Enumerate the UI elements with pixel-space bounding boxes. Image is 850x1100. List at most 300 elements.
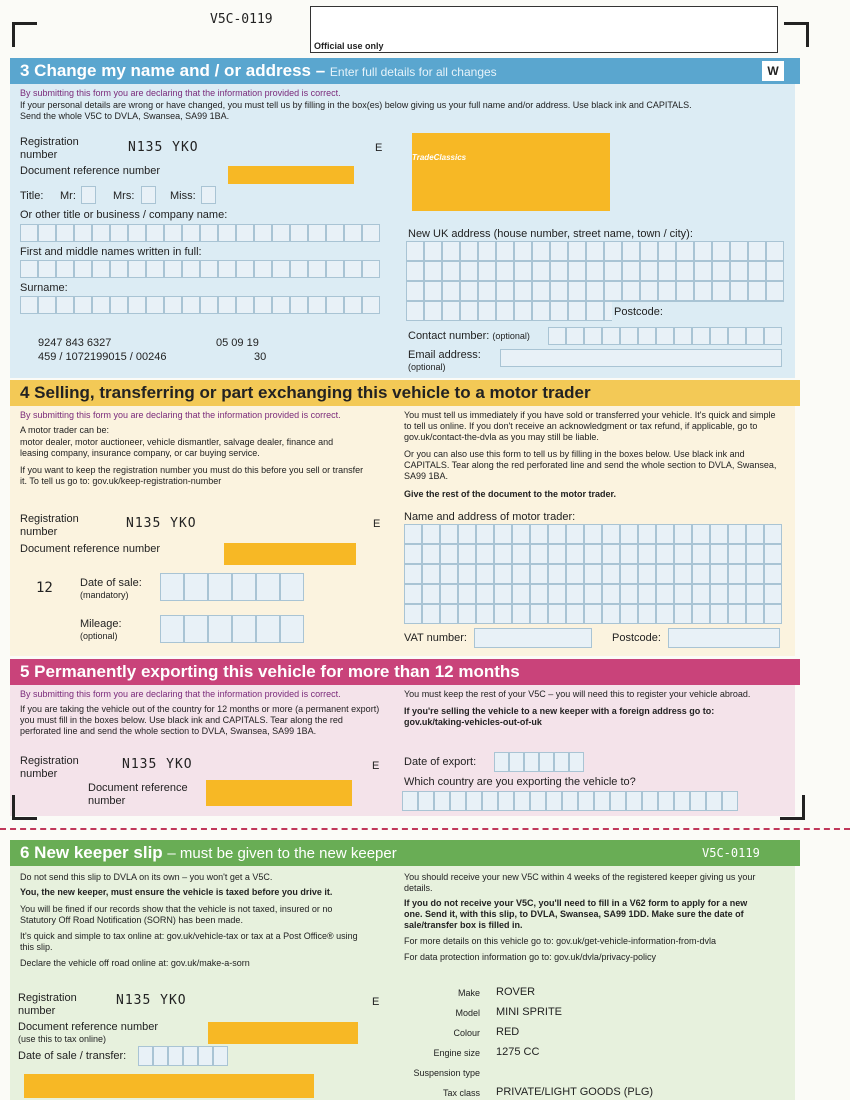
s3-email-input[interactable] bbox=[500, 349, 782, 367]
input-box[interactable] bbox=[764, 544, 782, 564]
input-box[interactable] bbox=[640, 241, 658, 261]
input-box[interactable] bbox=[404, 564, 422, 584]
input-box[interactable] bbox=[442, 241, 460, 261]
input-box[interactable] bbox=[38, 224, 56, 242]
input-box[interactable] bbox=[326, 224, 344, 242]
input-box[interactable] bbox=[460, 281, 478, 301]
input-box[interactable] bbox=[676, 261, 694, 281]
input-box[interactable] bbox=[478, 241, 496, 261]
input-box[interactable] bbox=[642, 791, 658, 811]
input-box[interactable] bbox=[254, 260, 272, 278]
input-box[interactable] bbox=[674, 544, 692, 564]
input-box[interactable] bbox=[512, 584, 530, 604]
input-box[interactable] bbox=[494, 584, 512, 604]
input-box[interactable] bbox=[496, 281, 514, 301]
input-box[interactable] bbox=[236, 296, 254, 314]
input-box[interactable] bbox=[512, 564, 530, 584]
input-box[interactable] bbox=[232, 615, 256, 643]
input-box[interactable] bbox=[658, 791, 674, 811]
input-box[interactable] bbox=[674, 524, 692, 544]
input-box[interactable] bbox=[710, 327, 728, 345]
input-box[interactable] bbox=[20, 224, 38, 242]
input-box[interactable] bbox=[690, 791, 706, 811]
input-box[interactable] bbox=[478, 281, 496, 301]
input-box[interactable] bbox=[530, 604, 548, 624]
input-box[interactable] bbox=[476, 564, 494, 584]
input-box[interactable] bbox=[548, 584, 566, 604]
input-box[interactable] bbox=[730, 241, 748, 261]
input-box[interactable] bbox=[530, 544, 548, 564]
input-box[interactable] bbox=[422, 524, 440, 544]
input-box[interactable] bbox=[450, 791, 466, 811]
input-box[interactable] bbox=[584, 544, 602, 564]
input-box[interactable] bbox=[532, 261, 550, 281]
input-box[interactable] bbox=[530, 584, 548, 604]
input-box[interactable] bbox=[213, 1046, 228, 1066]
input-box[interactable] bbox=[638, 584, 656, 604]
input-box[interactable] bbox=[550, 301, 568, 321]
input-box[interactable] bbox=[626, 791, 642, 811]
input-box[interactable] bbox=[494, 544, 512, 564]
input-box[interactable] bbox=[594, 791, 610, 811]
input-box[interactable] bbox=[138, 1046, 153, 1066]
input-box[interactable] bbox=[308, 224, 326, 242]
input-box[interactable] bbox=[586, 301, 604, 321]
input-box[interactable] bbox=[602, 584, 620, 604]
input-box[interactable] bbox=[218, 296, 236, 314]
input-box[interactable] bbox=[38, 296, 56, 314]
input-box[interactable] bbox=[730, 281, 748, 301]
input-box[interactable] bbox=[622, 241, 640, 261]
input-box[interactable] bbox=[532, 241, 550, 261]
input-box[interactable] bbox=[610, 791, 626, 811]
input-box[interactable] bbox=[548, 327, 566, 345]
input-box[interactable] bbox=[514, 791, 530, 811]
s4-vat-input[interactable] bbox=[474, 628, 592, 648]
input-box[interactable] bbox=[550, 281, 568, 301]
input-box[interactable] bbox=[272, 260, 290, 278]
input-box[interactable] bbox=[164, 296, 182, 314]
input-box[interactable] bbox=[182, 224, 200, 242]
input-box[interactable] bbox=[638, 604, 656, 624]
input-box[interactable] bbox=[434, 791, 450, 811]
input-box[interactable] bbox=[494, 524, 512, 544]
input-box[interactable] bbox=[440, 544, 458, 564]
input-box[interactable] bbox=[494, 604, 512, 624]
input-box[interactable] bbox=[692, 327, 710, 345]
input-box[interactable] bbox=[208, 573, 232, 601]
input-box[interactable] bbox=[56, 296, 74, 314]
input-box[interactable] bbox=[128, 260, 146, 278]
input-box[interactable] bbox=[406, 241, 424, 261]
input-box[interactable] bbox=[424, 241, 442, 261]
input-box[interactable] bbox=[638, 544, 656, 564]
input-box[interactable] bbox=[422, 584, 440, 604]
input-box[interactable] bbox=[440, 604, 458, 624]
input-box[interactable] bbox=[548, 544, 566, 564]
input-box[interactable] bbox=[748, 261, 766, 281]
input-box[interactable] bbox=[546, 791, 562, 811]
input-box[interactable] bbox=[566, 544, 584, 564]
input-box[interactable] bbox=[604, 281, 622, 301]
input-box[interactable] bbox=[424, 281, 442, 301]
input-box[interactable] bbox=[712, 241, 730, 261]
input-box[interactable] bbox=[422, 604, 440, 624]
input-box[interactable] bbox=[422, 564, 440, 584]
input-box[interactable] bbox=[524, 752, 539, 772]
input-box[interactable] bbox=[550, 241, 568, 261]
input-box[interactable] bbox=[460, 261, 478, 281]
input-box[interactable] bbox=[674, 584, 692, 604]
s5-country-boxes[interactable] bbox=[402, 791, 738, 811]
input-box[interactable] bbox=[692, 584, 710, 604]
input-box[interactable] bbox=[764, 524, 782, 544]
s4-postcode-input[interactable] bbox=[668, 628, 780, 648]
input-box[interactable] bbox=[764, 327, 782, 345]
input-box[interactable] bbox=[38, 260, 56, 278]
input-box[interactable] bbox=[764, 584, 782, 604]
input-box[interactable] bbox=[748, 281, 766, 301]
input-box[interactable] bbox=[656, 564, 674, 584]
input-box[interactable] bbox=[290, 260, 308, 278]
input-box[interactable] bbox=[766, 261, 784, 281]
input-box[interactable] bbox=[326, 260, 344, 278]
input-box[interactable] bbox=[56, 260, 74, 278]
input-box[interactable] bbox=[530, 524, 548, 544]
input-box[interactable] bbox=[404, 544, 422, 564]
input-box[interactable] bbox=[236, 260, 254, 278]
input-box[interactable] bbox=[290, 296, 308, 314]
input-box[interactable] bbox=[494, 752, 509, 772]
input-box[interactable] bbox=[458, 544, 476, 564]
input-box[interactable] bbox=[568, 281, 586, 301]
input-box[interactable] bbox=[640, 281, 658, 301]
input-box[interactable] bbox=[404, 604, 422, 624]
input-box[interactable] bbox=[728, 327, 746, 345]
input-box[interactable] bbox=[532, 281, 550, 301]
input-box[interactable] bbox=[710, 584, 728, 604]
input-box[interactable] bbox=[586, 241, 604, 261]
s3-miss-checkbox[interactable] bbox=[201, 186, 216, 204]
input-box[interactable] bbox=[710, 564, 728, 584]
input-box[interactable] bbox=[442, 281, 460, 301]
input-box[interactable] bbox=[20, 260, 38, 278]
input-box[interactable] bbox=[74, 224, 92, 242]
input-box[interactable] bbox=[160, 615, 184, 643]
input-box[interactable] bbox=[746, 604, 764, 624]
input-box[interactable] bbox=[218, 260, 236, 278]
input-box[interactable] bbox=[496, 241, 514, 261]
input-box[interactable] bbox=[326, 296, 344, 314]
input-box[interactable] bbox=[308, 260, 326, 278]
s3-mr-checkbox[interactable] bbox=[81, 186, 96, 204]
input-box[interactable] bbox=[656, 604, 674, 624]
input-box[interactable] bbox=[466, 791, 482, 811]
input-box[interactable] bbox=[550, 261, 568, 281]
input-box[interactable] bbox=[676, 281, 694, 301]
input-box[interactable] bbox=[656, 584, 674, 604]
input-box[interactable] bbox=[728, 564, 746, 584]
input-box[interactable] bbox=[728, 604, 746, 624]
input-box[interactable] bbox=[406, 261, 424, 281]
input-box[interactable] bbox=[160, 573, 184, 601]
input-box[interactable] bbox=[530, 791, 546, 811]
input-box[interactable] bbox=[710, 524, 728, 544]
input-box[interactable] bbox=[722, 791, 738, 811]
input-box[interactable] bbox=[92, 260, 110, 278]
input-box[interactable] bbox=[424, 261, 442, 281]
input-box[interactable] bbox=[460, 301, 478, 321]
input-box[interactable] bbox=[476, 604, 494, 624]
input-box[interactable] bbox=[168, 1046, 183, 1066]
input-box[interactable] bbox=[674, 791, 690, 811]
input-box[interactable] bbox=[184, 615, 208, 643]
input-box[interactable] bbox=[482, 791, 498, 811]
input-box[interactable] bbox=[730, 261, 748, 281]
input-box[interactable] bbox=[656, 524, 674, 544]
input-box[interactable] bbox=[766, 281, 784, 301]
input-box[interactable] bbox=[602, 544, 620, 564]
s3-other-title-boxes[interactable] bbox=[20, 224, 380, 242]
input-box[interactable] bbox=[746, 544, 764, 564]
input-box[interactable] bbox=[494, 564, 512, 584]
input-box[interactable] bbox=[638, 327, 656, 345]
input-box[interactable] bbox=[440, 584, 458, 604]
input-box[interactable] bbox=[746, 327, 764, 345]
input-box[interactable] bbox=[569, 752, 584, 772]
input-box[interactable] bbox=[476, 544, 494, 564]
input-box[interactable] bbox=[622, 261, 640, 281]
input-box[interactable] bbox=[658, 261, 676, 281]
input-box[interactable] bbox=[344, 296, 362, 314]
input-box[interactable] bbox=[440, 524, 458, 544]
input-box[interactable] bbox=[694, 281, 712, 301]
input-box[interactable] bbox=[458, 564, 476, 584]
s3-first-names-boxes[interactable] bbox=[20, 260, 380, 278]
input-box[interactable] bbox=[254, 296, 272, 314]
input-box[interactable] bbox=[458, 604, 476, 624]
input-box[interactable] bbox=[710, 604, 728, 624]
input-box[interactable] bbox=[184, 573, 208, 601]
input-box[interactable] bbox=[638, 524, 656, 544]
input-box[interactable] bbox=[620, 604, 638, 624]
input-box[interactable] bbox=[640, 261, 658, 281]
input-box[interactable] bbox=[146, 260, 164, 278]
input-box[interactable] bbox=[584, 584, 602, 604]
input-box[interactable] bbox=[478, 261, 496, 281]
input-box[interactable] bbox=[674, 564, 692, 584]
input-box[interactable] bbox=[548, 564, 566, 584]
input-box[interactable] bbox=[458, 524, 476, 544]
input-box[interactable] bbox=[548, 524, 566, 544]
input-box[interactable] bbox=[406, 281, 424, 301]
input-box[interactable] bbox=[620, 584, 638, 604]
input-box[interactable] bbox=[183, 1046, 198, 1066]
input-box[interactable] bbox=[638, 564, 656, 584]
input-box[interactable] bbox=[110, 224, 128, 242]
input-box[interactable] bbox=[584, 327, 602, 345]
input-box[interactable] bbox=[728, 524, 746, 544]
input-box[interactable] bbox=[568, 241, 586, 261]
input-box[interactable] bbox=[710, 544, 728, 564]
input-box[interactable] bbox=[514, 301, 532, 321]
input-box[interactable] bbox=[496, 261, 514, 281]
input-box[interactable] bbox=[280, 573, 304, 601]
input-box[interactable] bbox=[604, 261, 622, 281]
input-box[interactable] bbox=[476, 584, 494, 604]
input-box[interactable] bbox=[200, 260, 218, 278]
input-box[interactable] bbox=[362, 296, 380, 314]
input-box[interactable] bbox=[404, 584, 422, 604]
input-box[interactable] bbox=[586, 281, 604, 301]
input-box[interactable] bbox=[256, 615, 280, 643]
input-box[interactable] bbox=[566, 524, 584, 544]
input-box[interactable] bbox=[272, 224, 290, 242]
input-box[interactable] bbox=[620, 327, 638, 345]
input-box[interactable] bbox=[344, 224, 362, 242]
input-box[interactable] bbox=[128, 224, 146, 242]
input-box[interactable] bbox=[256, 573, 280, 601]
input-box[interactable] bbox=[512, 544, 530, 564]
input-box[interactable] bbox=[290, 224, 308, 242]
input-box[interactable] bbox=[706, 791, 722, 811]
input-box[interactable] bbox=[164, 260, 182, 278]
input-box[interactable] bbox=[764, 564, 782, 584]
input-box[interactable] bbox=[692, 564, 710, 584]
input-box[interactable] bbox=[509, 752, 524, 772]
input-box[interactable] bbox=[92, 224, 110, 242]
s3-mrs-checkbox[interactable] bbox=[141, 186, 156, 204]
input-box[interactable] bbox=[548, 604, 566, 624]
input-box[interactable] bbox=[146, 296, 164, 314]
input-box[interactable] bbox=[280, 615, 304, 643]
s6-date-boxes[interactable] bbox=[138, 1046, 228, 1066]
input-box[interactable] bbox=[496, 301, 514, 321]
input-box[interactable] bbox=[746, 524, 764, 544]
input-box[interactable] bbox=[578, 791, 594, 811]
input-box[interactable] bbox=[656, 327, 674, 345]
input-box[interactable] bbox=[442, 301, 460, 321]
input-box[interactable] bbox=[602, 564, 620, 584]
input-box[interactable] bbox=[404, 524, 422, 544]
input-box[interactable] bbox=[344, 260, 362, 278]
input-box[interactable] bbox=[514, 261, 532, 281]
s4-trader-boxes[interactable] bbox=[404, 524, 782, 624]
input-box[interactable] bbox=[362, 260, 380, 278]
s4-mileage-boxes[interactable] bbox=[160, 615, 304, 643]
input-box[interactable] bbox=[746, 584, 764, 604]
s3-contact-boxes[interactable] bbox=[548, 327, 782, 345]
s5-export-date-boxes[interactable] bbox=[494, 752, 584, 772]
input-box[interactable] bbox=[514, 241, 532, 261]
input-box[interactable] bbox=[514, 281, 532, 301]
input-box[interactable] bbox=[182, 260, 200, 278]
input-box[interactable] bbox=[728, 584, 746, 604]
s4-date-sale-boxes[interactable] bbox=[160, 573, 304, 601]
input-box[interactable] bbox=[236, 224, 254, 242]
input-box[interactable] bbox=[208, 615, 232, 643]
input-box[interactable] bbox=[566, 327, 584, 345]
input-box[interactable] bbox=[200, 296, 218, 314]
input-box[interactable] bbox=[566, 604, 584, 624]
input-box[interactable] bbox=[584, 564, 602, 584]
input-box[interactable] bbox=[620, 524, 638, 544]
input-box[interactable] bbox=[20, 296, 38, 314]
input-box[interactable] bbox=[658, 281, 676, 301]
input-box[interactable] bbox=[512, 604, 530, 624]
input-box[interactable] bbox=[676, 241, 694, 261]
input-box[interactable] bbox=[602, 604, 620, 624]
input-box[interactable] bbox=[498, 791, 514, 811]
input-box[interactable] bbox=[182, 296, 200, 314]
input-box[interactable] bbox=[92, 296, 110, 314]
input-box[interactable] bbox=[656, 544, 674, 564]
input-box[interactable] bbox=[476, 524, 494, 544]
input-box[interactable] bbox=[218, 224, 236, 242]
input-box[interactable] bbox=[568, 261, 586, 281]
input-box[interactable] bbox=[694, 261, 712, 281]
input-box[interactable] bbox=[622, 281, 640, 301]
input-box[interactable] bbox=[308, 296, 326, 314]
input-box[interactable] bbox=[440, 564, 458, 584]
input-box[interactable] bbox=[728, 544, 746, 564]
input-box[interactable] bbox=[74, 260, 92, 278]
input-box[interactable] bbox=[712, 281, 730, 301]
input-box[interactable] bbox=[658, 241, 676, 261]
input-box[interactable] bbox=[748, 241, 766, 261]
input-box[interactable] bbox=[584, 524, 602, 544]
input-box[interactable] bbox=[232, 573, 256, 601]
input-box[interactable] bbox=[694, 241, 712, 261]
input-box[interactable] bbox=[422, 544, 440, 564]
input-box[interactable] bbox=[692, 524, 710, 544]
input-box[interactable] bbox=[554, 752, 569, 772]
input-box[interactable] bbox=[620, 544, 638, 564]
input-box[interactable] bbox=[712, 261, 730, 281]
input-box[interactable] bbox=[442, 261, 460, 281]
input-box[interactable] bbox=[692, 544, 710, 564]
input-box[interactable] bbox=[458, 584, 476, 604]
input-box[interactable] bbox=[402, 791, 418, 811]
input-box[interactable] bbox=[764, 604, 782, 624]
input-box[interactable] bbox=[566, 584, 584, 604]
input-box[interactable] bbox=[146, 224, 164, 242]
input-box[interactable] bbox=[586, 261, 604, 281]
input-box[interactable] bbox=[200, 224, 218, 242]
input-box[interactable] bbox=[406, 301, 424, 321]
input-box[interactable] bbox=[460, 241, 478, 261]
input-box[interactable] bbox=[584, 604, 602, 624]
input-box[interactable] bbox=[362, 224, 380, 242]
input-box[interactable] bbox=[56, 224, 74, 242]
input-box[interactable] bbox=[692, 604, 710, 624]
input-box[interactable] bbox=[674, 604, 692, 624]
s3-surname-boxes[interactable] bbox=[20, 296, 380, 314]
input-box[interactable] bbox=[530, 564, 548, 584]
input-box[interactable] bbox=[478, 301, 496, 321]
input-box[interactable] bbox=[128, 296, 146, 314]
input-box[interactable] bbox=[254, 224, 272, 242]
input-box[interactable] bbox=[74, 296, 92, 314]
input-box[interactable] bbox=[272, 296, 290, 314]
input-box[interactable] bbox=[424, 301, 442, 321]
input-box[interactable] bbox=[604, 241, 622, 261]
input-box[interactable] bbox=[562, 791, 578, 811]
input-box[interactable] bbox=[110, 260, 128, 278]
input-box[interactable] bbox=[164, 224, 182, 242]
input-box[interactable] bbox=[566, 564, 584, 584]
input-box[interactable] bbox=[766, 241, 784, 261]
